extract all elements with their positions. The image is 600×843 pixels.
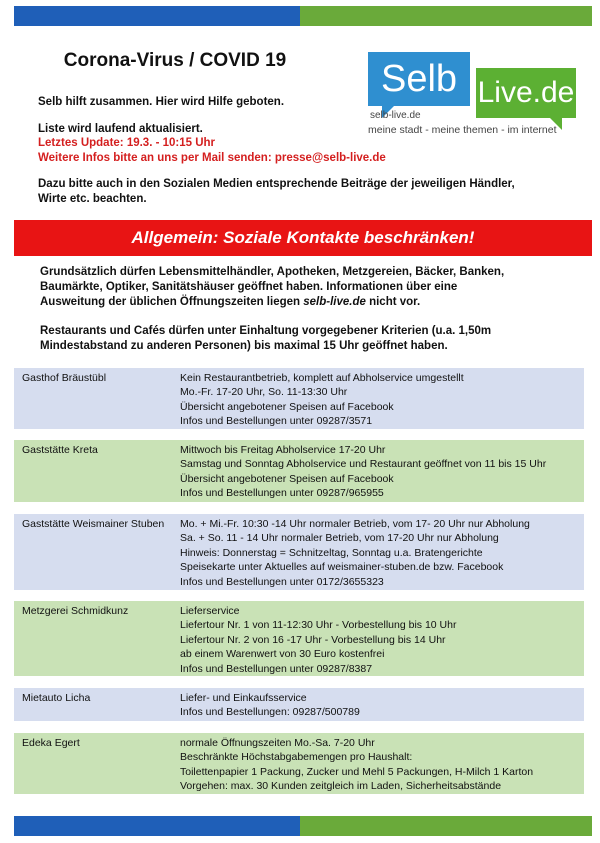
logo-live-bubble: Live.de: [476, 68, 576, 118]
listing-name: Metzgerei Schmidkunz: [22, 605, 129, 617]
listing-info: Kein Restaurantbetrieb, komplett auf Abholservice umgestellt Mo.-Fr. 17-20 Uhr, So. 11-13:30 Uhr Übersicht angebotener Speisen auf Facebook Infos und Bestellungen unter 09287/3571: [180, 372, 464, 428]
page-title: Corona-Virus / COVID 19: [63, 50, 287, 71]
bottom-color-bar: [14, 816, 592, 836]
listing-row: [14, 733, 584, 797]
general-p2-line1: Restaurants und Cafés dürfen unter Einhaltung vorgegebener Kriterien (u.a. 1,50m: [40, 325, 492, 338]
listing-info: Mo. + Mi.-Fr. 10:30 -14 Uhr normaler Betrieb, vom 17- 20 Uhr nur Abholung Sa. + So. 11 - 14 Uhr normaler Betrieb, vom 17-20 Uhr nur Abholung Hinweis: Donnerstag = Schnitzeltag, Sonntag u.a. Bratengerichte Speisekarte unter Aktuelles auf weismainer-stuben.de bzw. Facebook Infos und Bestellungen unter 0172/3655323: [180, 518, 530, 588]
listing-name: Mietauto Licha: [22, 692, 91, 704]
listing-row: [14, 688, 584, 723]
listing-name: Gaststätte Kreta: [22, 444, 98, 456]
top-bar-blue: [14, 6, 300, 26]
top-bar-green: [300, 6, 592, 26]
intro-update-note: Liste wird laufend aktualisiert.: [38, 122, 203, 135]
bottom-bar-blue: [14, 816, 300, 836]
intro-help-line: Selb hilft zusammen. Hier wird Hilfe geboten.: [38, 96, 285, 108]
bottom-bar-green: [300, 816, 592, 836]
logo-url: selb-live.de: [370, 110, 421, 121]
general-p1-line1: Grundsätzlich dürfen Lebensmittelhändler, Apotheken, Metzgereien, Bäcker, Banken,: [40, 266, 505, 278]
general-info: [40, 265, 560, 354]
listing-name: Gaststätte Weismainer Stuben: [22, 518, 165, 530]
listing-info: Mittwoch bis Freitag Abholservice 17-20 Uhr Samstag und Sonntag Abholservice und Restaurant geöffnet von 11 bis 15 Uhr Übersicht angebotener Speisen auf Facebook Infos und Bestellungen unter 09287/965955: [180, 444, 547, 500]
logo-tagline: meine stadt - meine themen - im internet: [368, 124, 557, 136]
top-color-bar: [14, 6, 592, 26]
listing-row: [14, 514, 584, 592]
general-p1-line3: Ausweitung der üblichen Öffnungszeiten liegen selb-live.de nicht vor.: [40, 295, 421, 308]
listing-row: [14, 368, 584, 432]
general-banner: Allgemein: Soziale Kontakte beschränken!: [14, 220, 592, 256]
last-update: Letztes Update: 19.3. - 10:15 Uhr: [38, 137, 216, 149]
social-media-note-2: Wirte etc. beachten.: [38, 192, 147, 205]
listing-name: Gasthof Bräustübl: [22, 372, 107, 384]
intro-section: [38, 95, 558, 206]
listing-info: Lieferservice Liefertour Nr. 1 von 11-12:30 Uhr - Vorbestellung bis 10 Uhr Liefertour Nr. 2 von 16 -17 Uhr - Vorbestellung bis 14 Uhr ab einem Warenwert von 30 Euro kostenfrei Infos und Bestellungen unter 09287/8387: [180, 605, 457, 675]
listing-info: normale Öffnungszeiten Mo.-Sa. 7-20 Uhr Beschränkte Höchstabgabemengen pro Haushalt: Toilettenpapier 1 Packung, Zucker und Mehl 5 Packungen, H-Milch 1 Karton Vorgehen: max. 30 Kunden zeitgleich im Laden, Sicherheitsabstände: [180, 737, 534, 793]
contact-mail-line[interactable]: Weitere Infos bitte an uns per Mail senden: presse@selb-live.de: [38, 151, 386, 164]
social-media-note-1: Dazu bitte auch in den Sozialen Medien entsprechende Beiträge der jeweiligen Händler,: [38, 178, 515, 190]
general-p2-line2: Mindestabstand zu anderen Personen) bis maximal 15 Uhr geöffnet haben.: [40, 340, 448, 353]
listing-row: [14, 601, 584, 679]
listing-row: [14, 440, 584, 504]
logo-selb-bubble: Selb: [368, 52, 470, 106]
listing-info: Liefer- und Einkaufsservice Infos und Bestellungen: 09287/500789: [180, 692, 360, 719]
general-p1-line2: Baumärkte, Optiker, Sanitätshäuser geöffnet haben. Informationen über eine: [40, 280, 458, 293]
listing-name: Edeka Egert: [22, 737, 80, 749]
selb-live-link[interactable]: selb-live.de: [303, 295, 366, 308]
